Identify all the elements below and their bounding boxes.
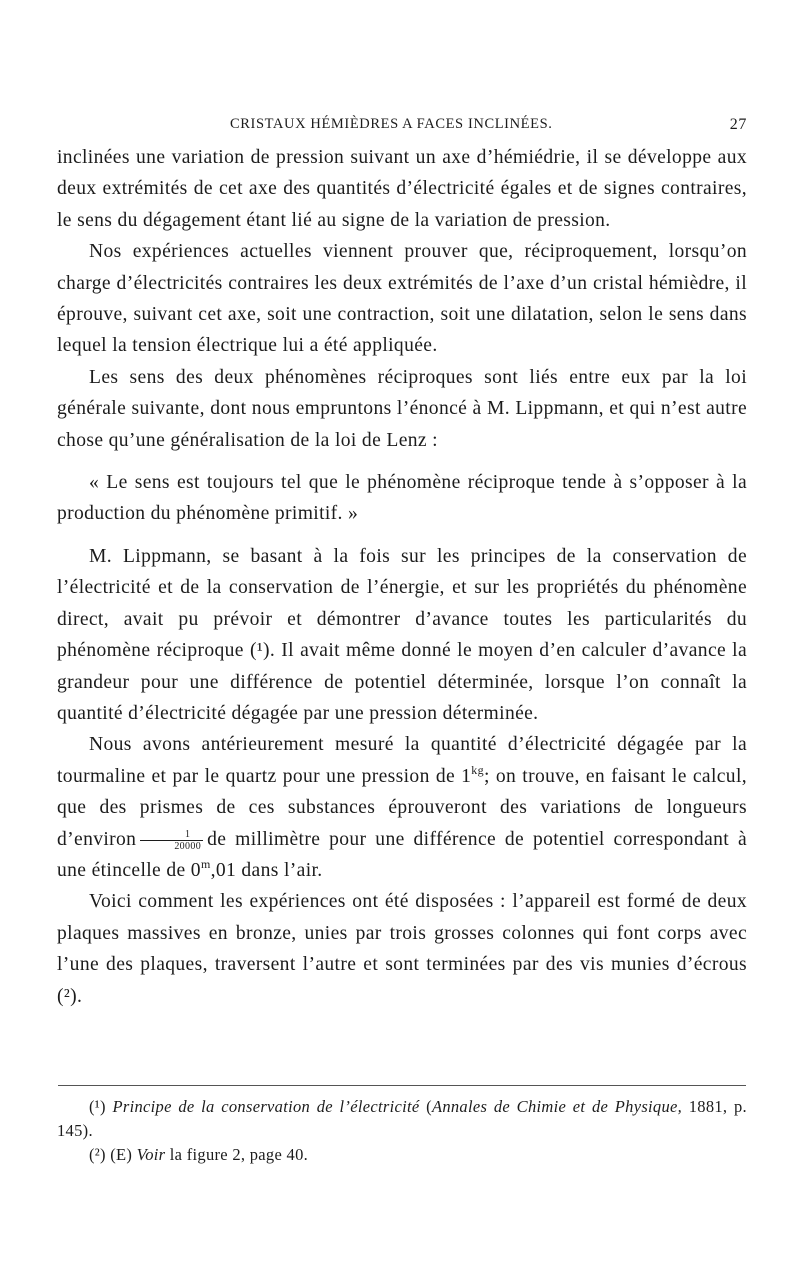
footnote-2-mark: (²) (E)	[89, 1145, 137, 1164]
paragraph-6: Voici comment les expériences ont été disposées : l’appareil est formé de deux plaques massives en bronze, unies par trois grosses colonnes qui font corps avec l’une des plaques, traversent l’autre et sont terminées par des vis munies d’écrous (²).	[57, 891, 747, 1007]
footnotes	[57, 1095, 747, 1167]
unit-m-superscript: m	[200, 856, 211, 871]
footnote-divider	[58, 1085, 746, 1086]
paragraph-4: M. Lippmann, se basant à la fois sur les principes de la conservation de l’électricité et de la conservation de l’énergie, et sur les propriétés du phénomène direct, avait pu prévoir et démontrer d’avance toutes les particularités du phénomène réciproque (¹). Il avait même donné le moyen d’en calculer d’avance la grandeur pour une différence de potentiel déterminée, lorsque l’on connaît la quantité d’électricité dégagée par une pression déterminée.	[57, 545, 747, 724]
page-number: 27	[729, 116, 747, 133]
paragraph-5-part-b: ; on trouve, en faisant le calcul, que des prismes de ces substances éprouveront des variations de longueurs d’environ	[57, 765, 747, 850]
footnote-1-title: Principe de la conservation de l’électricité	[112, 1097, 420, 1116]
fraction-denominator: 20000	[174, 840, 202, 852]
paragraph-5-part-d: ,01 dans l’air.	[210, 859, 323, 881]
page-header	[176, 116, 747, 138]
fraction	[140, 829, 203, 852]
footnote-2	[57, 1143, 747, 1167]
fraction-numerator: 1	[140, 829, 203, 841]
footnote-1-mark: (¹)	[89, 1097, 113, 1116]
paragraph-3: Les sens des deux phénomènes réciproques sont liés entre eux par la loi générale suivante, dont nous empruntons l’énoncé à M. Lippmann, et qui n’est autre chose qu’une généralisation de la loi de Lenz :	[57, 366, 747, 451]
footnote-1-citation: 1881, p. 145).	[57, 1097, 747, 1140]
paragraph-5	[57, 729, 747, 886]
footnote-1-paren: (	[419, 1097, 432, 1116]
paragraph-2: Nos expériences actuelles viennent prouver que, réciproquement, lorsqu’on charge d’électricités contraires les deux extrémités de l’axe d’un cristal hémièdre, il éprouve, suivant cet axe, soit une contraction, soit une dilatation, selon le sens dans lequel la tension électrique lui a été appliquée.	[57, 241, 747, 357]
running-title: CRISTAUX HÉMIÈDRES A FACES INCLINÉES.	[230, 116, 553, 132]
footnote-1-journal: Annales de Chimie et de Physique,	[431, 1097, 683, 1116]
footnote-2-voir: Voir	[136, 1145, 166, 1164]
quotation: « Le sens est toujours tel que le phénomène réciproque tende à s’opposer à la production du phénomène primitif. »	[57, 472, 747, 525]
paragraph-5-part-a: Nous avons antérieurement mesuré la quantité d’électricité dégagée par la tourmaline et par le quartz pour une pression de 1	[57, 734, 747, 787]
footnote-2-reference: la figure 2, page 40.	[165, 1145, 309, 1164]
paragraph-5-part-c: de millimètre pour une différence de potentiel correspondant à une étincelle de 0	[57, 828, 747, 881]
unit-kg-superscript: kg	[471, 762, 484, 777]
body-text	[57, 142, 747, 1012]
paragraph-1: inclinées une variation de pression suivant un axe d’hémiédrie, il se développe aux deux extrémités de cet axe des quantités d’électricité égales et de signes contraires, le sens du dégagement étant lié au signe de la variation de pression.	[57, 147, 747, 231]
footnote-1	[57, 1095, 747, 1143]
